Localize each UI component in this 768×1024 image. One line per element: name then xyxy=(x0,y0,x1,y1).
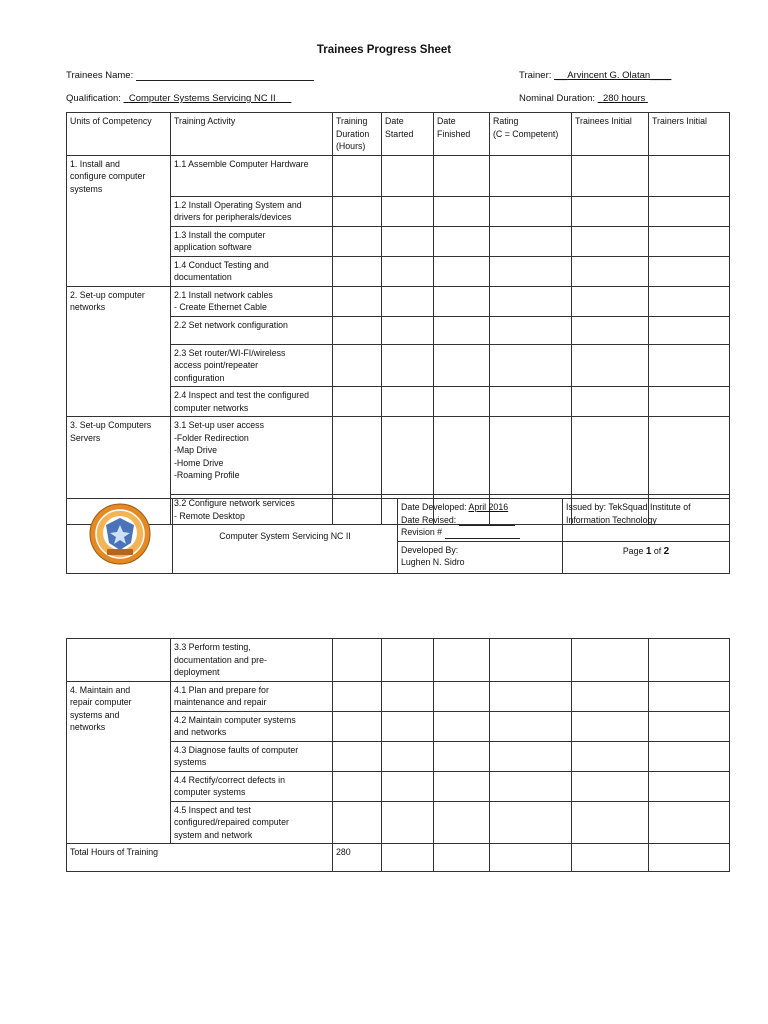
entry-cell[interactable] xyxy=(572,741,649,771)
entry-cell[interactable] xyxy=(434,316,490,344)
total-row xyxy=(67,844,730,872)
entry-cell[interactable] xyxy=(382,256,434,286)
training-activity: 4.4 Rectify/correct defects in computer systems xyxy=(171,771,333,801)
entry-cell[interactable] xyxy=(490,711,572,741)
trainer-value: Arvincent G. Olatan xyxy=(567,70,651,81)
footer-dates: Date Developed: April 2016 Date Revised: Revision # xyxy=(398,499,563,542)
entry-cell[interactable] xyxy=(434,681,490,711)
entry-cell[interactable] xyxy=(490,226,572,256)
entry-cell[interactable] xyxy=(333,639,382,682)
trainer-field: Trainer: __Arvincent G. Olatan____ xyxy=(519,70,672,81)
column-header: Date Started xyxy=(382,113,434,156)
entry-cell[interactable] xyxy=(572,286,649,316)
entry-cell[interactable] xyxy=(434,711,490,741)
entry-cell[interactable] xyxy=(490,741,572,771)
entry-cell[interactable] xyxy=(490,417,572,495)
unit-of-competency xyxy=(67,639,171,682)
entry-cell[interactable] xyxy=(572,771,649,801)
training-activity: 2.4 Inspect and test the configured computer networks xyxy=(171,387,333,417)
training-activity: 4.2 Maintain computer systems and networks xyxy=(171,711,333,741)
entry-cell[interactable] xyxy=(572,681,649,711)
entry-cell[interactable] xyxy=(333,741,382,771)
training-activity: 2.1 Install network cables - Create Ethernet Cable xyxy=(171,286,333,316)
entry-cell[interactable] xyxy=(490,844,572,872)
entry-cell[interactable] xyxy=(434,286,490,316)
column-header: Trainers Initial xyxy=(649,113,730,156)
entry-cell[interactable] xyxy=(434,771,490,801)
entry-cell[interactable] xyxy=(649,344,730,387)
entry-cell[interactable] xyxy=(490,155,572,196)
entry-cell[interactable] xyxy=(649,711,730,741)
developed-by: Developed By: Lughen N. Sidro xyxy=(398,541,563,573)
unit-of-competency: 4. Maintain and repair computer systems and networks xyxy=(67,681,171,844)
entry-cell[interactable] xyxy=(490,286,572,316)
total-hours-label: Total Hours of Training xyxy=(67,844,333,872)
entry-cell[interactable] xyxy=(434,155,490,196)
entry-cell[interactable] xyxy=(333,155,382,196)
entry-cell[interactable] xyxy=(382,639,434,682)
entry-cell[interactable] xyxy=(649,387,730,417)
entry-cell[interactable] xyxy=(572,801,649,844)
trainees-name-label: Trainees Name: xyxy=(66,70,134,81)
entry-cell[interactable] xyxy=(649,417,730,495)
column-header: Units of Competency xyxy=(67,113,171,156)
nominal-duration-field xyxy=(519,93,648,104)
training-activity: 1.2 Install Operating System and drivers for peripherals/devices xyxy=(171,196,333,226)
column-header: Training Activity xyxy=(171,113,333,156)
training-activity: 1.3 Install the computer application software xyxy=(171,226,333,256)
nominal-duration-label: Nominal Duration: xyxy=(519,93,596,104)
qualification-value: Computer Systems Servicing NC II xyxy=(128,93,276,104)
entry-cell[interactable] xyxy=(382,196,434,226)
footer-course-title: Computer System Servicing NC II xyxy=(173,499,398,574)
training-activity: 3.2 Configure network services - Remote Desktop xyxy=(171,495,333,525)
entry-cell[interactable] xyxy=(434,387,490,417)
entry-cell[interactable] xyxy=(649,771,730,801)
entry-cell[interactable] xyxy=(333,226,382,256)
logo-cell xyxy=(67,499,173,574)
table-row xyxy=(67,417,730,495)
entry-cell[interactable] xyxy=(382,681,434,711)
entry-cell[interactable] xyxy=(649,196,730,226)
training-activity: 1.4 Conduct Testing and documentation xyxy=(171,256,333,286)
entry-cell[interactable] xyxy=(649,155,730,196)
unit-of-competency: 3. Set-up Computers Servers xyxy=(67,417,171,525)
entry-cell[interactable] xyxy=(333,196,382,226)
training-activity: 2.3 Set router/WI-FI/wireless access point/repeater configuration xyxy=(171,344,333,387)
entry-cell[interactable] xyxy=(333,771,382,801)
entry-cell[interactable] xyxy=(382,286,434,316)
entry-cell[interactable] xyxy=(490,316,572,344)
entry-cell[interactable] xyxy=(382,344,434,387)
entry-cell[interactable] xyxy=(649,741,730,771)
entry-cell[interactable] xyxy=(490,196,572,226)
qualification-label: Qualification: xyxy=(66,93,121,104)
entry-cell[interactable] xyxy=(649,316,730,344)
institute-seal-logo-icon xyxy=(89,503,151,565)
entry-cell[interactable] xyxy=(490,387,572,417)
date-revised-blank[interactable] xyxy=(459,516,515,526)
entry-cell[interactable] xyxy=(649,286,730,316)
table-header-row xyxy=(67,113,730,156)
training-activity: 2.2 Set network configuration xyxy=(171,316,333,344)
nominal-duration-value: 280 hours xyxy=(602,93,646,104)
progress-table-page2 xyxy=(66,638,730,872)
training-activity: 3.3 Perform testing, documentation and pre- deployment xyxy=(171,639,333,682)
entry-cell[interactable] xyxy=(434,196,490,226)
entry-cell[interactable] xyxy=(572,417,649,495)
unit-of-competency: 2. Set-up computer networks xyxy=(67,286,171,417)
entry-cell[interactable] xyxy=(333,417,382,495)
total-hours-value: 280 xyxy=(333,844,382,872)
entry-cell[interactable] xyxy=(333,316,382,344)
entry-cell[interactable] xyxy=(434,417,490,495)
entry-cell[interactable] xyxy=(434,741,490,771)
entry-cell[interactable] xyxy=(572,639,649,682)
entry-cell[interactable] xyxy=(490,801,572,844)
entry-cell[interactable] xyxy=(572,196,649,226)
entry-cell[interactable] xyxy=(333,256,382,286)
entry-cell[interactable] xyxy=(572,844,649,872)
entry-cell[interactable] xyxy=(490,771,572,801)
entry-cell[interactable] xyxy=(382,417,434,495)
entry-cell[interactable] xyxy=(572,387,649,417)
column-header: Training Duration (Hours) xyxy=(333,113,382,156)
training-activity: 3.1 Set-up user access -Folder Redirection -Map Drive -Home Drive -Roaming Profile xyxy=(171,417,333,495)
entry-cell[interactable] xyxy=(572,226,649,256)
entry-cell[interactable] xyxy=(649,844,730,872)
progress-table-page1 xyxy=(66,112,730,525)
trainer-label: Trainer: xyxy=(519,70,552,81)
revision-blank[interactable] xyxy=(445,529,520,539)
training-activity: 1.1 Assemble Computer Hardware xyxy=(171,155,333,196)
entry-cell[interactable] xyxy=(382,801,434,844)
table-row xyxy=(67,639,730,682)
entry-cell[interactable] xyxy=(382,226,434,256)
issued-by: Issued by: TekSquad Institute of Information Technology xyxy=(563,499,730,542)
entry-cell[interactable] xyxy=(490,681,572,711)
entry-cell[interactable] xyxy=(333,801,382,844)
entry-cell[interactable] xyxy=(382,711,434,741)
unit-of-competency: 1. Install and configure computer systems xyxy=(67,155,171,286)
date-developed-value: April 2016 xyxy=(468,502,509,512)
entry-cell[interactable] xyxy=(382,771,434,801)
trainees-name-blank[interactable] xyxy=(136,70,314,81)
entry-cell[interactable] xyxy=(434,844,490,872)
entry-cell[interactable] xyxy=(434,226,490,256)
document-footer xyxy=(66,498,730,574)
training-activity: 4.5 Inspect and test configured/repaired computer system and network xyxy=(171,801,333,844)
entry-cell[interactable] xyxy=(649,639,730,682)
entry-cell[interactable] xyxy=(649,226,730,256)
entry-cell[interactable] xyxy=(333,344,382,387)
entry-cell[interactable] xyxy=(333,681,382,711)
entry-cell[interactable] xyxy=(572,155,649,196)
entry-cell[interactable] xyxy=(434,256,490,286)
column-header: Trainees Initial xyxy=(572,113,649,156)
table-row xyxy=(67,286,730,316)
entry-cell[interactable] xyxy=(333,711,382,741)
entry-cell[interactable] xyxy=(434,801,490,844)
entry-cell[interactable] xyxy=(434,639,490,682)
table-row xyxy=(67,681,730,711)
entry-cell[interactable] xyxy=(382,844,434,872)
entry-cell[interactable] xyxy=(382,316,434,344)
entry-cell[interactable] xyxy=(490,639,572,682)
entry-cell[interactable] xyxy=(490,344,572,387)
page-number: Page 1 of 2 xyxy=(563,541,730,573)
training-activity: 4.3 Diagnose faults of computer systems xyxy=(171,741,333,771)
page-title: Trainees Progress Sheet xyxy=(316,44,452,56)
entry-cell[interactable] xyxy=(333,387,382,417)
entry-cell[interactable] xyxy=(382,155,434,196)
entry-cell[interactable] xyxy=(382,741,434,771)
entry-cell[interactable] xyxy=(649,801,730,844)
entry-cell[interactable] xyxy=(572,344,649,387)
training-activity: 4.1 Plan and prepare for maintenance and repair xyxy=(171,681,333,711)
entry-cell[interactable] xyxy=(572,256,649,286)
entry-cell[interactable] xyxy=(434,344,490,387)
column-header: Rating (C = Competent) xyxy=(490,113,572,156)
entry-cell[interactable] xyxy=(572,316,649,344)
entry-cell[interactable] xyxy=(649,256,730,286)
entry-cell[interactable] xyxy=(649,681,730,711)
entry-cell[interactable] xyxy=(490,256,572,286)
entry-cell[interactable] xyxy=(333,286,382,316)
trainees-name-field[interactable] xyxy=(66,70,314,81)
entry-cell[interactable] xyxy=(382,387,434,417)
column-header: Date Finished xyxy=(434,113,490,156)
qualification-field xyxy=(66,93,291,104)
entry-cell[interactable] xyxy=(572,711,649,741)
table-row xyxy=(67,155,730,196)
